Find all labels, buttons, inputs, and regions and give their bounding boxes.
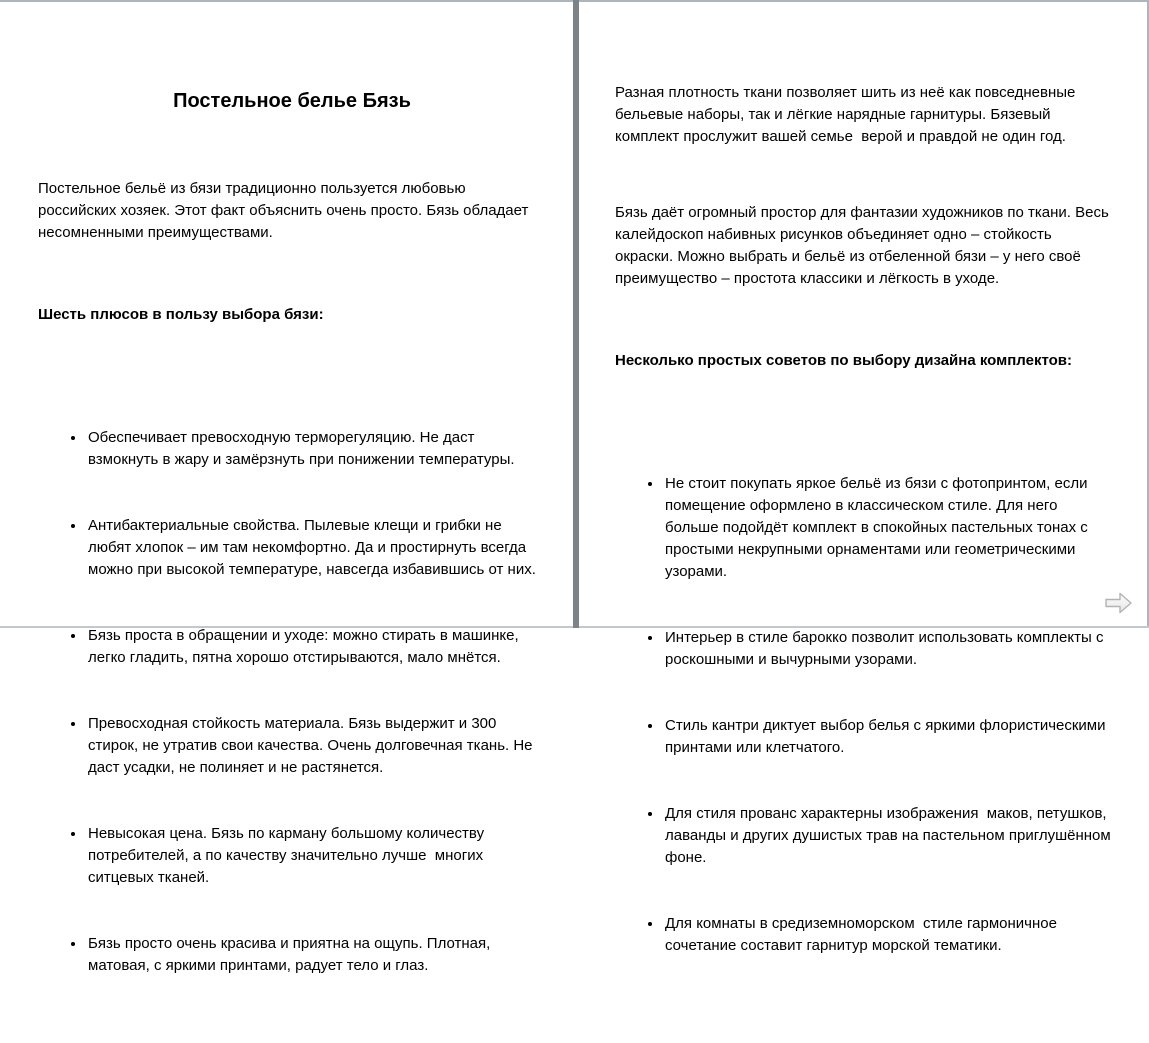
bullet-item: • Для стиля прованс характерны изображения маков, петушков, лаванды и других душистых трав на пастельном приглушённом фоне.: [663, 803, 1113, 869]
bullet-item: • Обеспечивает превосходную терморегуляцию. Не даст взмокнуть в жару и замёрзнуть при понижении температуры.: [86, 427, 546, 471]
bullet-item: • Невысокая цена. Бязь по карману большому количеству потребителей, а по качеству значительно лучше многих ситцевых тканей.: [86, 823, 546, 889]
document-page-2: [579, 0, 1149, 1023]
document-title: Постельное белье Бязь: [173, 90, 411, 112]
pros-list: [38, 383, 546, 1021]
next-page-arrow-icon[interactable]: [1103, 590, 1135, 617]
bullet-item: • Интерьер в стиле барокко позволит использовать комплекты с роскошными и вычурными узорами.: [663, 627, 1113, 671]
bullet-item: • Превосходная стойкость материала. Бязь выдержит и 300 стирок, не утратив свои качества. Очень долговечная ткань. Не даст усадки, не полиняет и не растянется.: [86, 713, 546, 779]
body-paragraph: Бязь даёт огромный простор для фантазии художников по ткани. Весь калейдоскоп набивных рисунков объединяет одно – стойкость окраски. Можно выбрать и бельё из отбеленной бязи – у него своё преимущество – простота классики и лёгкость в уходе.: [615, 204, 1113, 287]
intro-paragraph: Постельное бельё из бязи традиционно пользуется любовью российских хозяек. Этот факт объяснить очень просто. Бязь обладает несомненными преимуществами.: [38, 180, 533, 241]
bullet-item: • Не стоит покупать яркое бельё из бязи с фотопринтом, если помещение оформлено в классическом стиле. Для него больше подойдёт комплект в спокойных пастельных тонах с простыми некрупными орнаментами или геометрическими узорами.: [663, 473, 1113, 583]
bullet-item: • Антибактериальные свойства. Пылевые клещи и грибки не любят хлопок – им там некомфортно. Да и простирнуть всегда можно при высокой температуре, навсегда избавившись от них.: [86, 515, 546, 581]
bullet-item: • Бязь проста в обращении и уходе: можно стирать в машинке, легко гладить, пятна хорошо отстирываются, мало мнётся.: [86, 625, 546, 669]
bullet-item: • Стиль кантри диктует выбор белья с яркими флористическими принтами или клетчатого.: [663, 715, 1113, 759]
bullet-item: • Для комнаты в средиземноморском стиле гармоничное сочетание составит гарнитур морской тематики.: [663, 913, 1113, 957]
design-tips-heading: Несколько простых советов по выбору дизайна комплектов:: [615, 352, 1072, 369]
body-paragraph: Разная плотность ткани позволяет шить из неё как повседневные бельевые наборы, так и лёгкие нарядные гарнитуры. Бязевый комплект прослужит вашей семье верой и правдой не один год.: [615, 84, 1080, 145]
document-page-1: [0, 0, 573, 1043]
design-tips-list: [615, 429, 1113, 1001]
bullet-item: • Бязь просто очень красива и приятна на ощупь. Плотная, матовая, с яркими принтами, радует тело и глаз.: [86, 933, 546, 977]
pros-list-heading: Шесть плюсов в пользу выбора бязи:: [38, 306, 324, 323]
